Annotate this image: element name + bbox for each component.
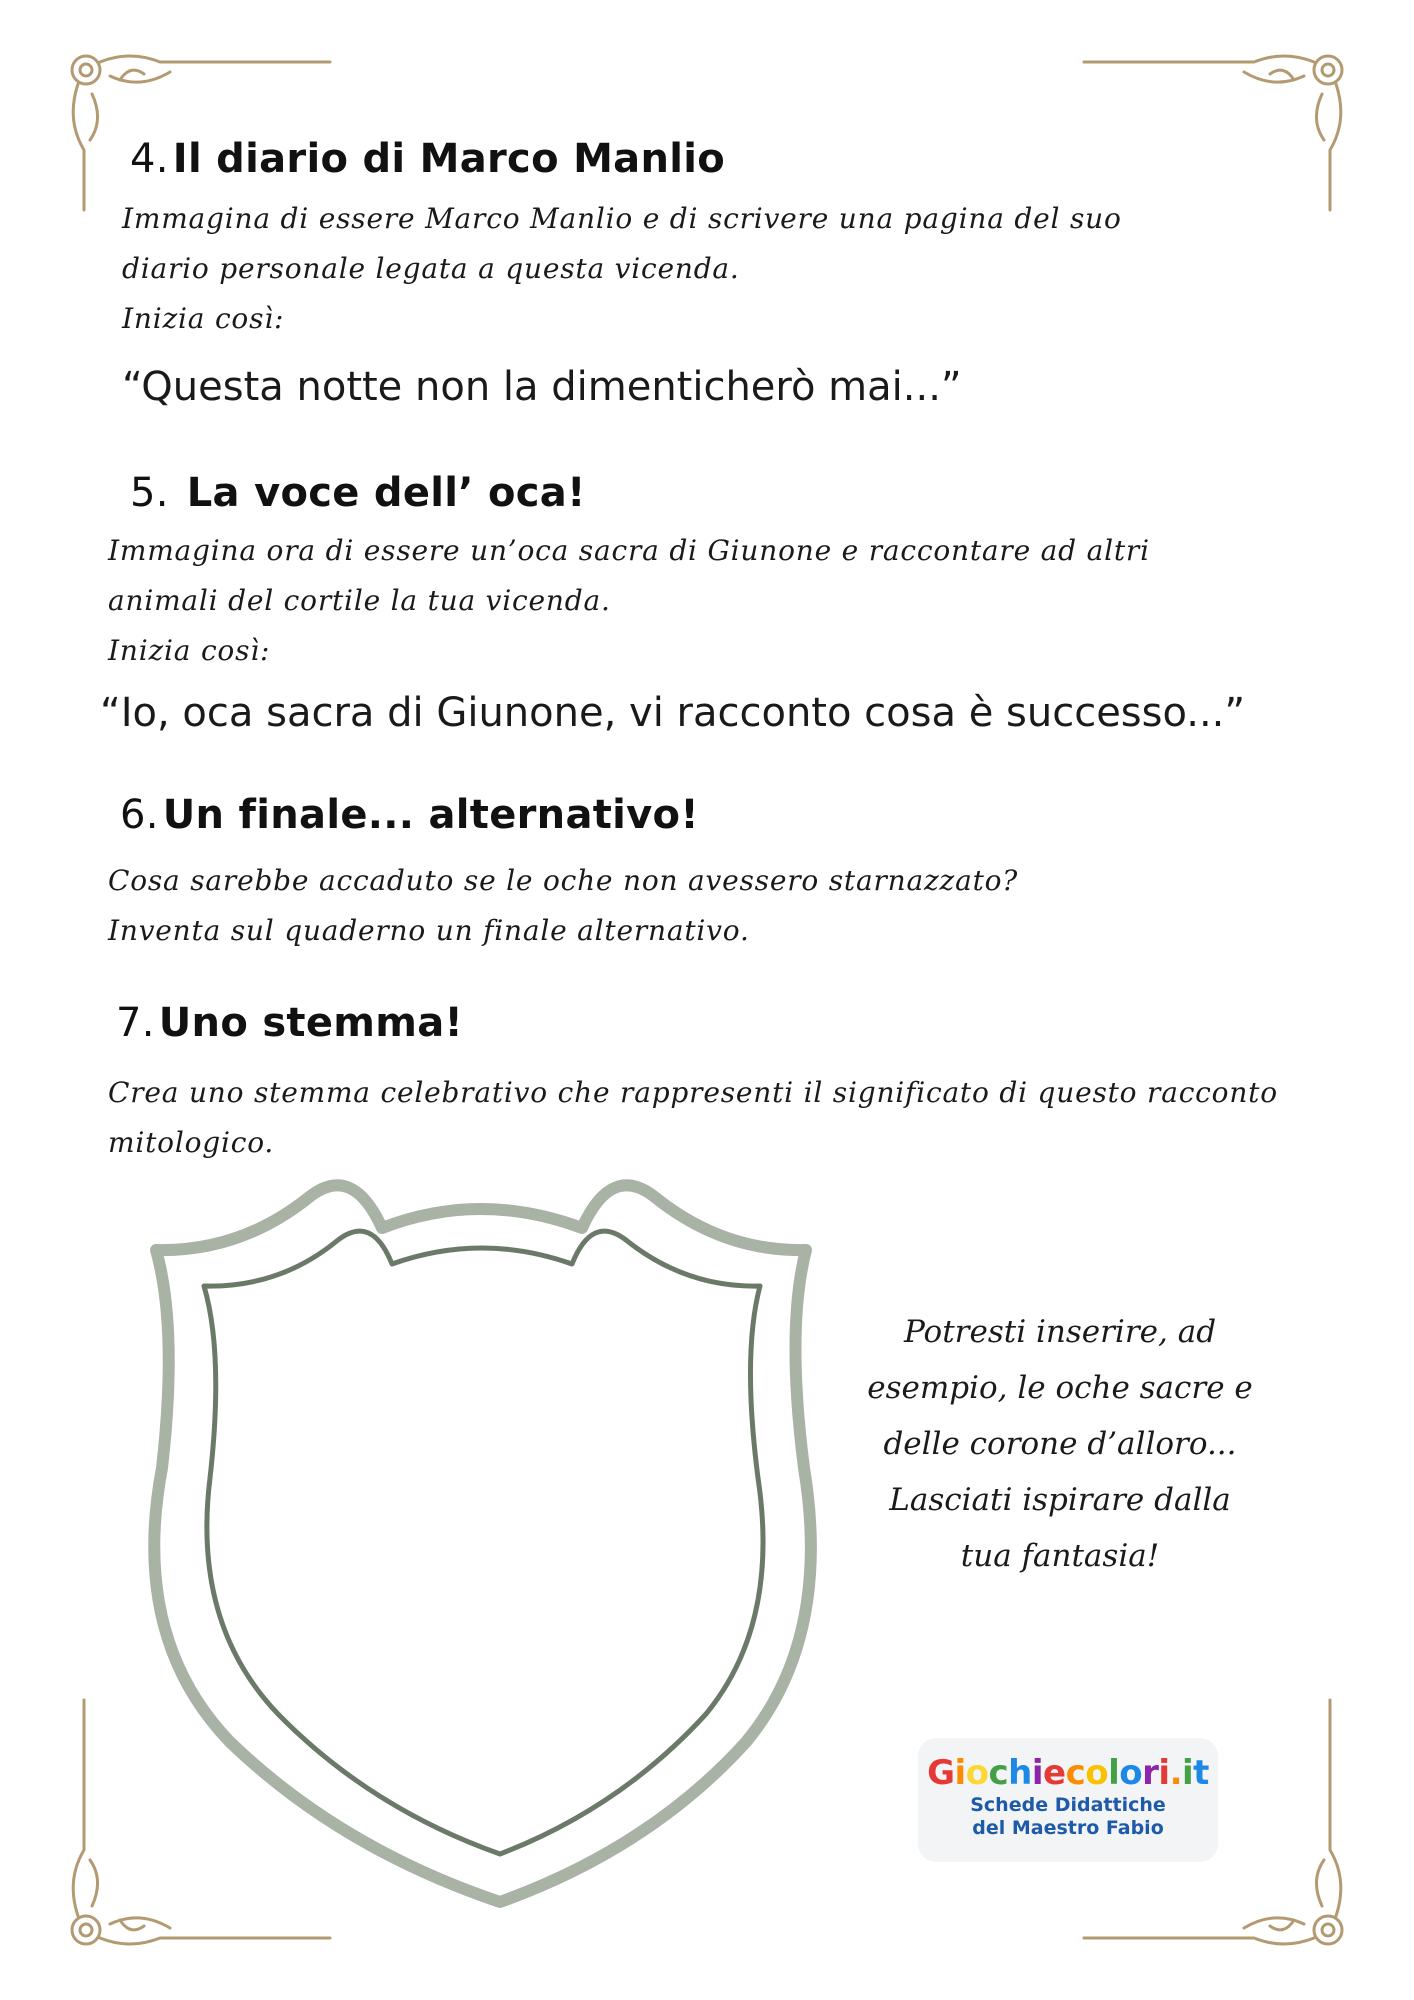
instruction-line: Inventa sul quaderno un finale alternativo. xyxy=(108,914,750,947)
section-5-quote: “Io, oca sacra di Giunone, vi racconto cosa è successo...” xyxy=(100,690,1246,736)
section-5-title xyxy=(130,470,586,516)
hint-line: esempio, le oche sacre e xyxy=(867,1370,1253,1406)
section-title-text: Un finale... alternativo! xyxy=(162,792,699,838)
section-number: 5. xyxy=(130,470,169,516)
hint-line: Potresti inserire, ad xyxy=(903,1314,1217,1350)
section-title-text: Uno stemma! xyxy=(158,1000,464,1046)
hint-line: delle corone d’alloro... xyxy=(883,1426,1237,1462)
instruction-line: diario personale legata a questa vicenda. xyxy=(122,252,740,285)
logo-letter: . xyxy=(1169,1753,1182,1793)
logo-letter: i xyxy=(1158,1753,1170,1793)
logo-subtitle-line-1: Schede Didattiche xyxy=(970,1794,1166,1816)
corner-ornament-top-right xyxy=(1084,56,1342,210)
section-number: 7. xyxy=(116,1000,155,1046)
shield-outer-outline xyxy=(154,1185,811,1902)
logo-letter: h xyxy=(1008,1753,1032,1793)
hint-line: Lasciati ispirare dalla xyxy=(889,1482,1231,1518)
corner-ornament-top-left xyxy=(72,56,330,210)
logo-letter: r xyxy=(1142,1753,1159,1793)
section-number: 6. xyxy=(120,792,159,838)
section-4-instructions xyxy=(122,194,1122,344)
section-6-title xyxy=(120,792,699,838)
logo-letter: G xyxy=(927,1753,955,1793)
giochiecolori-logo[interactable] xyxy=(918,1738,1218,1862)
logo-letter: e xyxy=(1043,1753,1066,1793)
instruction-line: animali del cortile la tua vicenda. xyxy=(108,584,611,617)
logo-letter: o xyxy=(1119,1753,1143,1793)
instruction-line: mitologico. xyxy=(108,1126,275,1159)
instruction-line: Crea uno stemma celebrativo che rappresenti il significato di questo racconto xyxy=(108,1076,1278,1109)
section-4-quote: “Questa notte non la dimenticherò mai...” xyxy=(122,364,962,410)
section-title-text: La voce dell’ oca! xyxy=(186,470,586,516)
logo-letter: i xyxy=(1031,1753,1044,1793)
section-6-instructions xyxy=(108,856,1018,956)
section-7-title xyxy=(116,1000,463,1046)
section-title-text: Il diario di Marco Manlio xyxy=(172,136,726,182)
section-4-title xyxy=(130,136,725,182)
logo-wordmark xyxy=(918,1752,1218,1794)
logo-subtitle-line-2: del Maestro Fabio xyxy=(972,1817,1164,1839)
logo-letter: t xyxy=(1193,1753,1209,1793)
logo-letter: c xyxy=(1065,1753,1086,1793)
section-5-instructions xyxy=(108,526,1150,676)
logo-letter: o xyxy=(965,1753,989,1793)
logo-letter: l xyxy=(1108,1753,1120,1793)
logo-letter: i xyxy=(954,1753,966,1793)
shield-inner-outline xyxy=(204,1231,763,1854)
blank-shield-drawing-area[interactable] xyxy=(120,1168,840,1928)
shield-hint-text xyxy=(840,1304,1280,1584)
hint-line: tua fantasia! xyxy=(960,1538,1160,1574)
instruction-line: Inizia così: xyxy=(122,302,285,335)
section-7-instructions xyxy=(108,1068,1278,1168)
logo-letter: c xyxy=(988,1753,1009,1793)
instruction-line: Immagina ora di essere un’oca sacra di Giunone e raccontare ad altri xyxy=(108,534,1150,567)
instruction-line: Immagina di essere Marco Manlio e di scrivere una pagina del suo xyxy=(122,202,1122,235)
logo-letter: i xyxy=(1182,1753,1194,1793)
instruction-line: Cosa sarebbe accaduto se le oche non avessero starnazzato? xyxy=(108,864,1019,897)
logo-letter: o xyxy=(1085,1753,1109,1793)
instruction-line: Inizia così: xyxy=(108,634,271,667)
section-number: 4. xyxy=(130,136,169,182)
